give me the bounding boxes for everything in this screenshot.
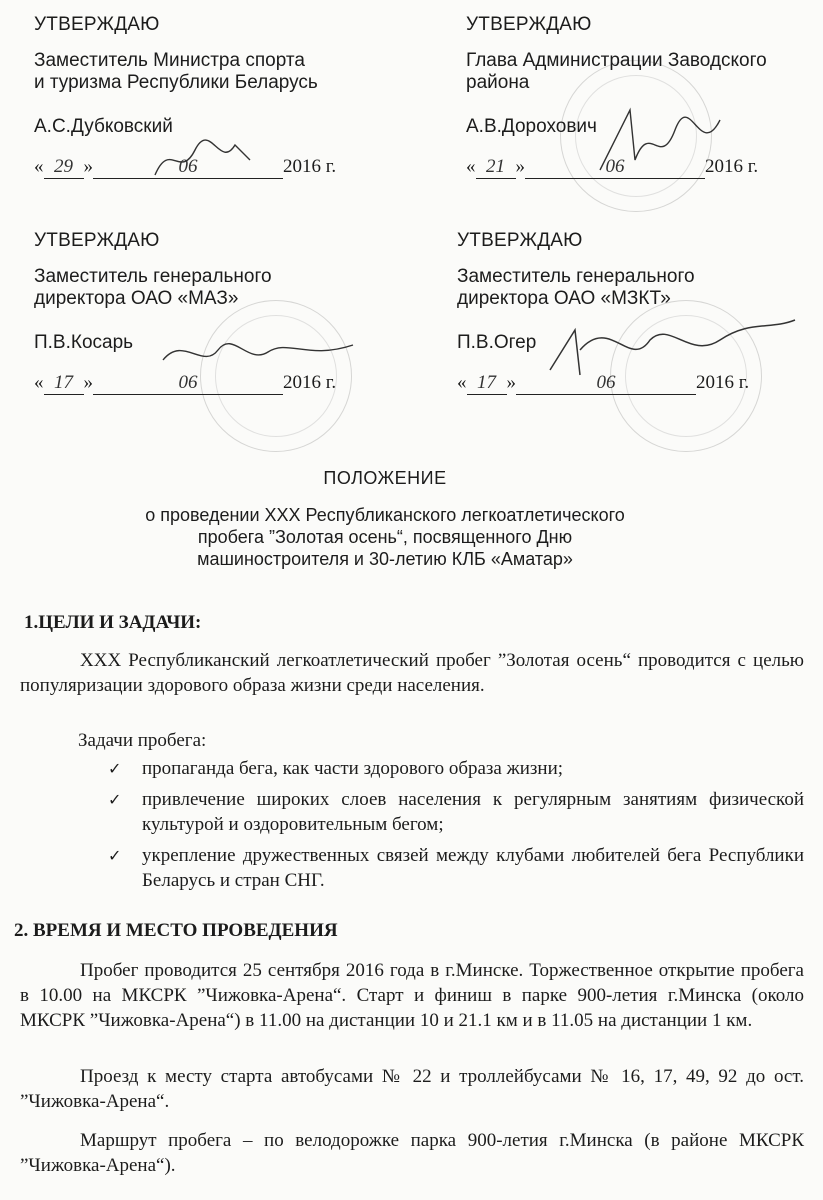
approval-block-mzkt	[457, 230, 749, 395]
approver-position: Заместитель генерального директора ОАО «МЗКТ»	[457, 266, 695, 309]
date-month: 06	[525, 156, 705, 179]
date-month: 06	[93, 156, 283, 179]
approval-date: « 17 » 06 2016 г.	[457, 372, 750, 393]
list-item	[108, 843, 804, 893]
goals-paragraph	[20, 648, 804, 698]
date-day: 17	[44, 372, 84, 395]
time-place-text: Пробег проводится 25 сентября 2016 года в г.Минске. Торжественное открытие пробега в 10.00 на МКСРК ”Чижовка-Арена“. Старт и финиш в парке 900-летия г.Минска (около МКСРК ”Чижовка-Арена“) в 11.00 на дистанции 10 и 21.1 км и в 11.05 на дистанции 1 км.	[20, 960, 804, 1031]
document-subtitle: о проведении ХХХ Республиканского легкоатлетического пробега ”Золотая осень“, посвященного Дню машиностроителя и 30-летию КЛБ «Аматар»	[145, 505, 625, 569]
route-paragraph	[20, 1128, 804, 1178]
date-month: 06	[93, 372, 283, 395]
approver-position: Заместитель Министра спорта и туризма Республики Беларусь	[34, 50, 318, 93]
date-month: 06	[516, 372, 696, 395]
date-day: 21	[476, 156, 516, 179]
date-year: 2016 г.	[283, 156, 337, 177]
approver-name: П.В.Огер	[457, 332, 537, 353]
date-day: 17	[467, 372, 507, 395]
approver-name: А.С.Дубковский	[34, 116, 173, 137]
date-day: 29	[44, 156, 84, 179]
checkmark-icon: ✓	[108, 759, 122, 778]
approval-title: УТВЕРЖДАЮ	[457, 230, 583, 251]
approval-date: « 21 » 06 2016 г.	[466, 156, 759, 177]
approval-date: « 29 » 06 2016 г.	[34, 156, 337, 177]
approval-block-maz	[34, 230, 336, 395]
tasks-list	[108, 756, 804, 899]
checkmark-icon: ✓	[108, 790, 122, 809]
checkmark-icon: ✓	[108, 846, 122, 865]
approver-name: А.В.Дорохович	[466, 116, 597, 137]
task-text: укрепление дружественных связей между клубами любителей бега Республики Беларусь и стран СНГ.	[142, 845, 804, 891]
approver-position: Глава Администрации Заводского района	[466, 50, 767, 93]
time-place-paragraph	[20, 958, 804, 1033]
list-item	[108, 756, 804, 781]
approval-block-district-admin	[466, 14, 767, 179]
task-text: пропаганда бега, как части здорового образа жизни;	[142, 758, 564, 779]
tasks-label: Задачи пробега:	[78, 730, 207, 751]
route-text: Маршрут пробега – по велодорожке парка 900-летия г.Минска (в районе МКСРК ”Чижовка-Арена“).	[20, 1130, 804, 1176]
date-year: 2016 г.	[283, 372, 337, 393]
date-year: 2016 г.	[696, 372, 750, 393]
transport-text: Проезд к месту старта автобусами № 22 и троллейбусами № 16, 17, 49, 92 до ост. ”Чижовка-Арена“.	[20, 1066, 804, 1112]
approval-title: УТВЕРЖДАЮ	[34, 230, 160, 251]
document-title: ПОЛОЖЕНИЕ	[323, 468, 447, 488]
date-year: 2016 г.	[705, 156, 759, 177]
approver-position: Заместитель генерального директора ОАО «МАЗ»	[34, 266, 272, 309]
task-text: привлечение широких слоев населения к регулярным занятиям физической культурой и оздоровительным бегом;	[142, 789, 804, 835]
approver-name: П.В.Косарь	[34, 332, 134, 353]
section-heading-time-place: 2. ВРЕМЯ И МЕСТО ПРОВЕДЕНИЯ	[14, 920, 338, 941]
approval-title: УТВЕРЖДАЮ	[34, 14, 160, 35]
transport-paragraph	[20, 1064, 804, 1114]
approval-title: УТВЕРЖДАЮ	[466, 14, 592, 35]
goals-text: ХХХ Республиканский легкоатлетический пробег ”Золотая осень“ проводится с целью популяризации здорового образа жизни среди населения.	[20, 650, 804, 696]
section-heading-goals: 1.ЦЕЛИ И ЗАДАЧИ:	[24, 612, 202, 633]
approval-block-sport-ministry	[34, 14, 336, 179]
approval-date: « 17 » 06 2016 г.	[34, 372, 337, 393]
list-item	[108, 787, 804, 837]
